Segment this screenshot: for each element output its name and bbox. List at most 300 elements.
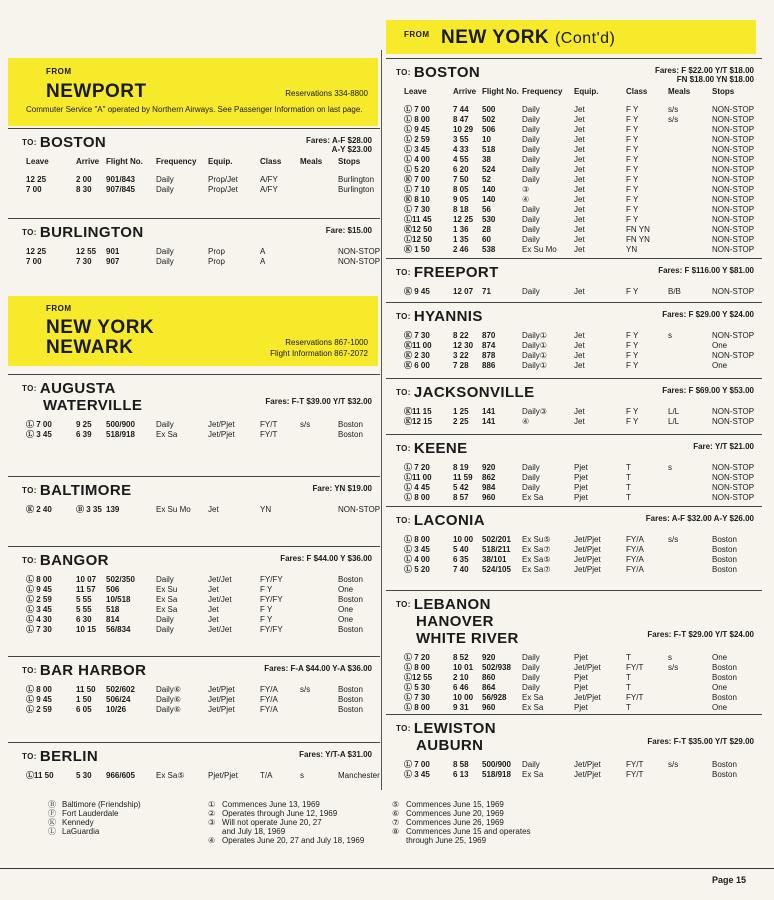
flight-row: [386, 185, 762, 195]
section-rule: [386, 378, 762, 379]
arrive-time: 2 10: [453, 673, 469, 682]
destination-name: [396, 596, 519, 647]
footnotes-5-8: [392, 800, 531, 845]
leave-time: Ⓚ11 15: [404, 407, 432, 416]
fares: [299, 750, 372, 759]
column-header: Arrive: [453, 87, 477, 96]
equipment: Jet: [208, 585, 219, 594]
meals: s/s: [668, 115, 679, 124]
arrive-time: 10 00: [453, 535, 474, 544]
leave-time: Ⓛ 7 20: [404, 463, 430, 472]
frequency: Daily: [522, 205, 540, 214]
section-rule: [8, 656, 380, 657]
leave-time: Ⓛ 2 59: [404, 135, 430, 144]
flight-row: [386, 673, 762, 683]
frequency: ④: [522, 417, 530, 426]
section-rule: [386, 506, 762, 507]
origin-city: NEWPORT: [46, 81, 147, 102]
flight-number: 500/900: [482, 760, 511, 769]
equipment: Jet: [574, 341, 585, 350]
leave-time: Ⓚ12 15: [404, 417, 433, 426]
leave-time: Ⓛ 7 00: [26, 420, 52, 429]
equipment: Jet: [208, 615, 219, 624]
destination-name: [22, 134, 106, 151]
column-header: Stops: [338, 157, 361, 166]
arrive-time: 1 35: [453, 235, 469, 244]
flight-row: [386, 417, 762, 427]
equipment: Jet/Pjet: [208, 430, 235, 439]
column-header: Leave: [404, 87, 427, 96]
class: F Y: [626, 417, 639, 426]
column-header: Leave: [26, 157, 49, 166]
leave-time: Ⓛ12 50: [404, 235, 433, 244]
leave-time: Ⓛ 2 59: [26, 595, 52, 604]
footnote-line: [208, 836, 364, 845]
column-header: Frequency: [156, 157, 197, 166]
flight-row: [8, 685, 380, 695]
stops: Boston: [712, 693, 737, 702]
frequency: Ex Sa: [156, 605, 178, 614]
fare-line: FN $18.00 YN $18.00: [676, 75, 754, 84]
leave-time: Ⓛ 9 45: [404, 125, 430, 134]
equipment: Jet: [574, 287, 585, 296]
equipment: Jet/Pjet: [208, 695, 235, 704]
fares: [646, 514, 754, 523]
stops: NON-STOP: [338, 257, 381, 266]
stops: NON-STOP: [712, 105, 755, 114]
leave-time: Ⓛ 4 30: [26, 615, 52, 624]
arrive-time: 8 22: [453, 331, 469, 340]
flight-number: 500: [482, 105, 496, 114]
stops: NON-STOP: [712, 331, 755, 340]
class: YN: [626, 245, 638, 254]
reservations-phone: Reservations 334-8800: [285, 89, 368, 98]
flight-number: 814: [106, 615, 120, 624]
flight-row: [8, 575, 380, 585]
destination-baltimore: [8, 476, 380, 544]
class: FY/T: [626, 760, 644, 769]
flight-number: 502/938: [482, 663, 511, 672]
arrive-time: 8 47: [453, 115, 469, 124]
frequency: Ex Sa: [522, 703, 544, 712]
to-label: TO:: [396, 516, 411, 525]
class: T: [626, 463, 631, 472]
stops: NON-STOP: [712, 195, 755, 204]
equipment: Jet: [574, 245, 585, 254]
stops: One: [712, 683, 728, 692]
leave-time: Ⓚ12 50: [404, 225, 433, 234]
flight-number: 56: [482, 205, 491, 214]
arrive-time: 1 50: [76, 695, 92, 704]
equipment: Prop/Jet: [208, 185, 238, 194]
flight-rows: [8, 420, 380, 440]
equipment: Jet: [574, 331, 585, 340]
class: F Y: [626, 155, 639, 164]
to-label: TO:: [396, 268, 411, 277]
fares: [264, 664, 372, 673]
flight-number: 140: [482, 185, 496, 194]
stops: Boston: [338, 595, 363, 604]
flight-info-phone: Flight Information 867-2072: [270, 349, 368, 358]
stops: NON-STOP: [712, 115, 755, 124]
fare-line: Fares: F-T $35.00 Y/T $29.00: [647, 737, 754, 746]
equipment: Pjet: [574, 483, 588, 492]
column-header: Class: [260, 157, 282, 166]
leave-time: Ⓛ 3 45: [26, 605, 52, 614]
meals: B/B: [668, 287, 681, 296]
equipment: Pjet: [574, 673, 588, 682]
column-header: Flight No.: [482, 87, 519, 96]
flight-number: 28: [482, 225, 491, 234]
destination-bangor: [8, 546, 380, 654]
frequency: Daily①: [522, 361, 547, 370]
stops: NON-STOP: [338, 247, 381, 256]
meals: s/s: [300, 685, 311, 694]
class: T: [626, 653, 631, 662]
arrive-time: 8 58: [453, 760, 469, 769]
flight-rows: [8, 685, 380, 715]
frequency: ③: [522, 185, 530, 194]
destination-name: [22, 380, 142, 414]
flight-number: 139: [106, 505, 120, 514]
leave-time: 12 25: [26, 247, 47, 256]
frequency: Daily: [522, 760, 540, 769]
column-header: Class: [626, 87, 648, 96]
stops: Boston: [712, 663, 737, 672]
column-header: Equip.: [574, 87, 599, 96]
destination-name: [22, 552, 109, 569]
flight-row: [386, 565, 762, 575]
flight-rows: [8, 175, 380, 195]
flight-number: 538: [482, 245, 496, 254]
footnote-text: LaGuardia: [62, 827, 100, 836]
to-label: TO:: [396, 724, 411, 733]
destination-augusta: [8, 374, 380, 474]
from-label: FROM: [46, 304, 72, 313]
footnote-text: Will not operate June 20, 27: [222, 818, 322, 827]
destination-city: JACKSONVILLE: [413, 384, 535, 401]
footnote-symbol: Ⓚ: [48, 818, 56, 827]
leave-time: Ⓛ 7 30: [26, 625, 52, 634]
stops: NON-STOP: [712, 463, 755, 472]
leave-time: Ⓛ 9 45: [26, 585, 52, 594]
equipment: Jet: [574, 135, 585, 144]
destination-city: BANGOR: [39, 552, 109, 569]
flight-row: [386, 205, 762, 215]
footnote-symbol: ①: [208, 800, 216, 809]
stops: One: [712, 703, 728, 712]
equipment: Pjet: [574, 463, 588, 472]
frequency: Daily: [522, 225, 540, 234]
flight-row: [386, 341, 762, 351]
flight-number: 10: [482, 135, 491, 144]
flight-row: [386, 683, 762, 693]
stops: NON-STOP: [712, 473, 755, 482]
footnote-symbol: Ⓛ: [48, 827, 56, 836]
stops: Boston: [712, 565, 737, 574]
flight-number: 920: [482, 653, 496, 662]
footnote-line: [48, 818, 141, 827]
leave-time: Ⓚ 7 00: [404, 175, 430, 184]
fares: [658, 266, 754, 275]
flight-number: 502/350: [106, 575, 135, 584]
destination-boston: [386, 58, 762, 256]
destination-city: BAR HARBOR: [39, 662, 147, 679]
arrive-time: 10 15: [76, 625, 97, 634]
frequency: Daily⑥: [156, 685, 181, 694]
flight-row: [386, 760, 762, 770]
class: F Y: [626, 361, 639, 370]
to-label: TO:: [396, 68, 411, 77]
class: FY/A: [626, 535, 644, 544]
arrive-time: 12 07: [453, 287, 474, 296]
equipment: Jet: [208, 505, 219, 514]
flight-row: [8, 615, 380, 625]
arrive-time: 9 05: [453, 195, 469, 204]
flight-number: 502/602: [106, 685, 135, 694]
equipment: Jet: [574, 105, 585, 114]
arrive-time: 9 31: [453, 703, 469, 712]
equipment: Jet/Pjet: [208, 685, 235, 694]
origin-city: NEW YORK: [46, 317, 155, 338]
leave-time: Ⓛ 2 59: [26, 705, 52, 714]
stops: Manchester: [338, 771, 380, 780]
flight-row: [386, 145, 762, 155]
class: FY/T: [260, 430, 278, 439]
destination-city: LEBANON: [413, 596, 491, 613]
class: A: [260, 247, 266, 256]
flight-row: [386, 535, 762, 545]
leave-time: Ⓚ 2 30: [404, 351, 430, 360]
frequency: Daily①: [522, 331, 547, 340]
flight-rows: [386, 105, 762, 255]
destination-city: BERLIN: [39, 748, 99, 765]
meals: s: [300, 771, 304, 780]
stops: Boston: [338, 705, 363, 714]
leave-time: Ⓛ 8 00: [404, 703, 430, 712]
flight-row: [8, 585, 380, 595]
footnote-text: Commences June 26, 1969: [406, 818, 504, 827]
destination-jacksonville: [386, 378, 762, 432]
destination-name: [22, 224, 144, 241]
destination-city: LACONIA: [413, 512, 485, 529]
fare-line: Fares: A-F $28.00: [306, 136, 372, 145]
leave-time: Ⓛ 8 00: [26, 685, 52, 694]
destination-name: [22, 482, 132, 499]
leave-time: Ⓛ 5 20: [404, 165, 430, 174]
class: F Y: [626, 287, 639, 296]
arrive-time: 10 07: [76, 575, 97, 584]
stops: NON-STOP: [712, 483, 755, 492]
class: A/FY: [260, 175, 278, 184]
frequency: Ex Sa: [522, 693, 544, 702]
leave-time: Ⓛ12 55: [404, 673, 433, 682]
section-rule: [8, 476, 380, 477]
stops: NON-STOP: [712, 287, 755, 296]
footnotes-1-4: [208, 800, 364, 845]
arrive-time: 6 35: [453, 555, 469, 564]
flight-number: 864: [482, 683, 496, 692]
stops: NON-STOP: [712, 125, 755, 134]
class: FY/FY: [260, 575, 283, 584]
flight-row: [8, 175, 380, 185]
leave-time: Ⓚ 7 30: [404, 331, 430, 340]
footnote-symbol: ②: [208, 809, 216, 818]
meals: s/s: [668, 105, 679, 114]
frequency: Ex Sa⑦: [522, 545, 551, 554]
frequency: Ex Sa: [156, 595, 178, 604]
column-header: Arrive: [76, 157, 100, 166]
flight-row: [386, 115, 762, 125]
flight-row: [386, 693, 762, 703]
fare-line: Fares: F $29.00 Y $24.00: [662, 310, 754, 319]
leave-time: Ⓛ 8 00: [404, 535, 430, 544]
meals: s: [668, 463, 672, 472]
flight-number: 500/900: [106, 420, 135, 429]
arrive-time: 2 25: [453, 417, 469, 426]
stops: Boston: [338, 695, 363, 704]
stops: NON-STOP: [712, 407, 755, 416]
equipment: Jet/Pjet: [574, 770, 601, 779]
flight-number: 10/26: [106, 705, 127, 714]
frequency: Ex Su Mo: [156, 505, 191, 514]
equipment: Pjet/Pjet: [208, 771, 238, 780]
fare-line: Fares: F $116.00 Y $81.00: [658, 266, 754, 275]
leave-time: Ⓛ11 45: [404, 215, 432, 224]
footnote-text: and July 18, 1969: [222, 827, 286, 836]
arrive-time: 6 13: [453, 770, 469, 779]
flight-row: [386, 663, 762, 673]
equipment: Jet/Pjet: [574, 535, 601, 544]
flight-number: 10/518: [106, 595, 131, 604]
flight-row: [8, 505, 380, 515]
arrive-time: 12 25: [453, 215, 474, 224]
footnote-line: [48, 800, 141, 809]
frequency: Daily: [522, 215, 540, 224]
bottom-rule: [0, 868, 774, 869]
leave-time: Ⓚ 6 00: [404, 361, 430, 370]
arrive-time: 6 30: [76, 615, 92, 624]
destination-laconia: [386, 506, 762, 588]
frequency: Daily: [156, 625, 174, 634]
arrive-time: 5 55: [76, 595, 92, 604]
class: F Y: [626, 205, 639, 214]
section-rule: [8, 742, 380, 743]
leave-time: 12 25: [26, 175, 47, 184]
section-rule: [386, 58, 762, 59]
from-label: FROM: [404, 30, 430, 39]
leave-time: 7 00: [26, 185, 42, 194]
class: F Y: [626, 331, 639, 340]
section-rule: [8, 218, 380, 219]
flight-number: 966/605: [106, 771, 135, 780]
arrive-time: 3 55: [453, 135, 469, 144]
flight-row: [386, 483, 762, 493]
flight-row: [386, 195, 762, 205]
to-label: TO:: [396, 388, 411, 397]
leave-time: Ⓛ 8 00: [404, 663, 430, 672]
destination-name: [396, 512, 485, 529]
stops: NON-STOP: [712, 351, 755, 360]
flight-number: 141: [482, 417, 496, 426]
flight-number: 907: [106, 257, 120, 266]
footnote-symbol: ⑧: [392, 827, 400, 836]
fare-line: Fares: F $44.00 Y $36.00: [280, 554, 372, 563]
flight-number: 502: [482, 115, 496, 124]
fare-line: Fares: F-T $29.00 Y/T $24.00: [647, 630, 754, 639]
leave-time: Ⓛ 8 00: [404, 493, 430, 502]
equipment: Jet/Jet: [208, 575, 232, 584]
class: FY/A: [260, 685, 278, 694]
flight-number: 518/918: [106, 430, 135, 439]
flight-row: [8, 430, 380, 440]
arrive-time: 12 30: [453, 341, 474, 350]
stops: Boston: [712, 673, 737, 682]
class: FY/A: [260, 695, 278, 704]
section-rule: [386, 590, 762, 591]
stops: NON-STOP: [712, 225, 755, 234]
arrive-time: 5 30: [76, 771, 92, 780]
flight-number: 518/211: [482, 545, 511, 554]
equipment: Jet/Pjet: [574, 663, 601, 672]
flight-row: [386, 165, 762, 175]
stops: One: [338, 585, 354, 594]
fares: [313, 484, 372, 493]
flight-rows: [386, 535, 762, 575]
destination-city-2: HANOVER: [416, 613, 494, 630]
arrive-time: 10 00: [453, 693, 474, 702]
flight-rows: [386, 653, 762, 713]
class: F Y: [626, 165, 639, 174]
flight-row: [386, 105, 762, 115]
leave-time: Ⓛ 4 00: [404, 555, 430, 564]
destination-berlin: [8, 742, 380, 792]
meals: s/s: [300, 420, 311, 429]
arrive-time: 1 25: [453, 407, 469, 416]
fare-line: Fare: YN $19.00: [312, 484, 372, 493]
stops: Boston: [712, 760, 737, 769]
class: FY/A: [626, 545, 644, 554]
leave-time: Ⓛ 9 45: [26, 695, 52, 704]
frequency: Daily: [156, 175, 174, 184]
class: A/FY: [260, 185, 278, 194]
column-headers: [386, 87, 762, 97]
destination-city: BALTIMORE: [39, 482, 132, 499]
leave-time: 7 00: [26, 257, 42, 266]
fare-line: Fare: Y/T $21.00: [693, 442, 754, 451]
arrive-time: 7 50: [453, 175, 469, 184]
frequency: ④: [522, 195, 530, 204]
to-label: TO:: [22, 384, 37, 393]
leave-time: Ⓛ 7 00: [404, 105, 430, 114]
destination-boston: [8, 128, 380, 216]
footnote-symbol: ③: [208, 818, 216, 827]
stops: Boston: [338, 685, 363, 694]
arrive-time: 8 57: [453, 493, 469, 502]
stops: One: [338, 615, 354, 624]
flight-number: 878: [482, 351, 496, 360]
flight-row: [8, 257, 380, 267]
stops: One: [712, 361, 728, 370]
meals: L/L: [668, 417, 680, 426]
class: F Y: [626, 341, 639, 350]
destination-name: [396, 440, 468, 457]
flight-number: 141: [482, 407, 496, 416]
flight-number: 518/918: [482, 770, 511, 779]
destination-city: LEWISTON: [413, 720, 496, 737]
frequency: Daily: [522, 235, 540, 244]
class: T: [626, 703, 631, 712]
